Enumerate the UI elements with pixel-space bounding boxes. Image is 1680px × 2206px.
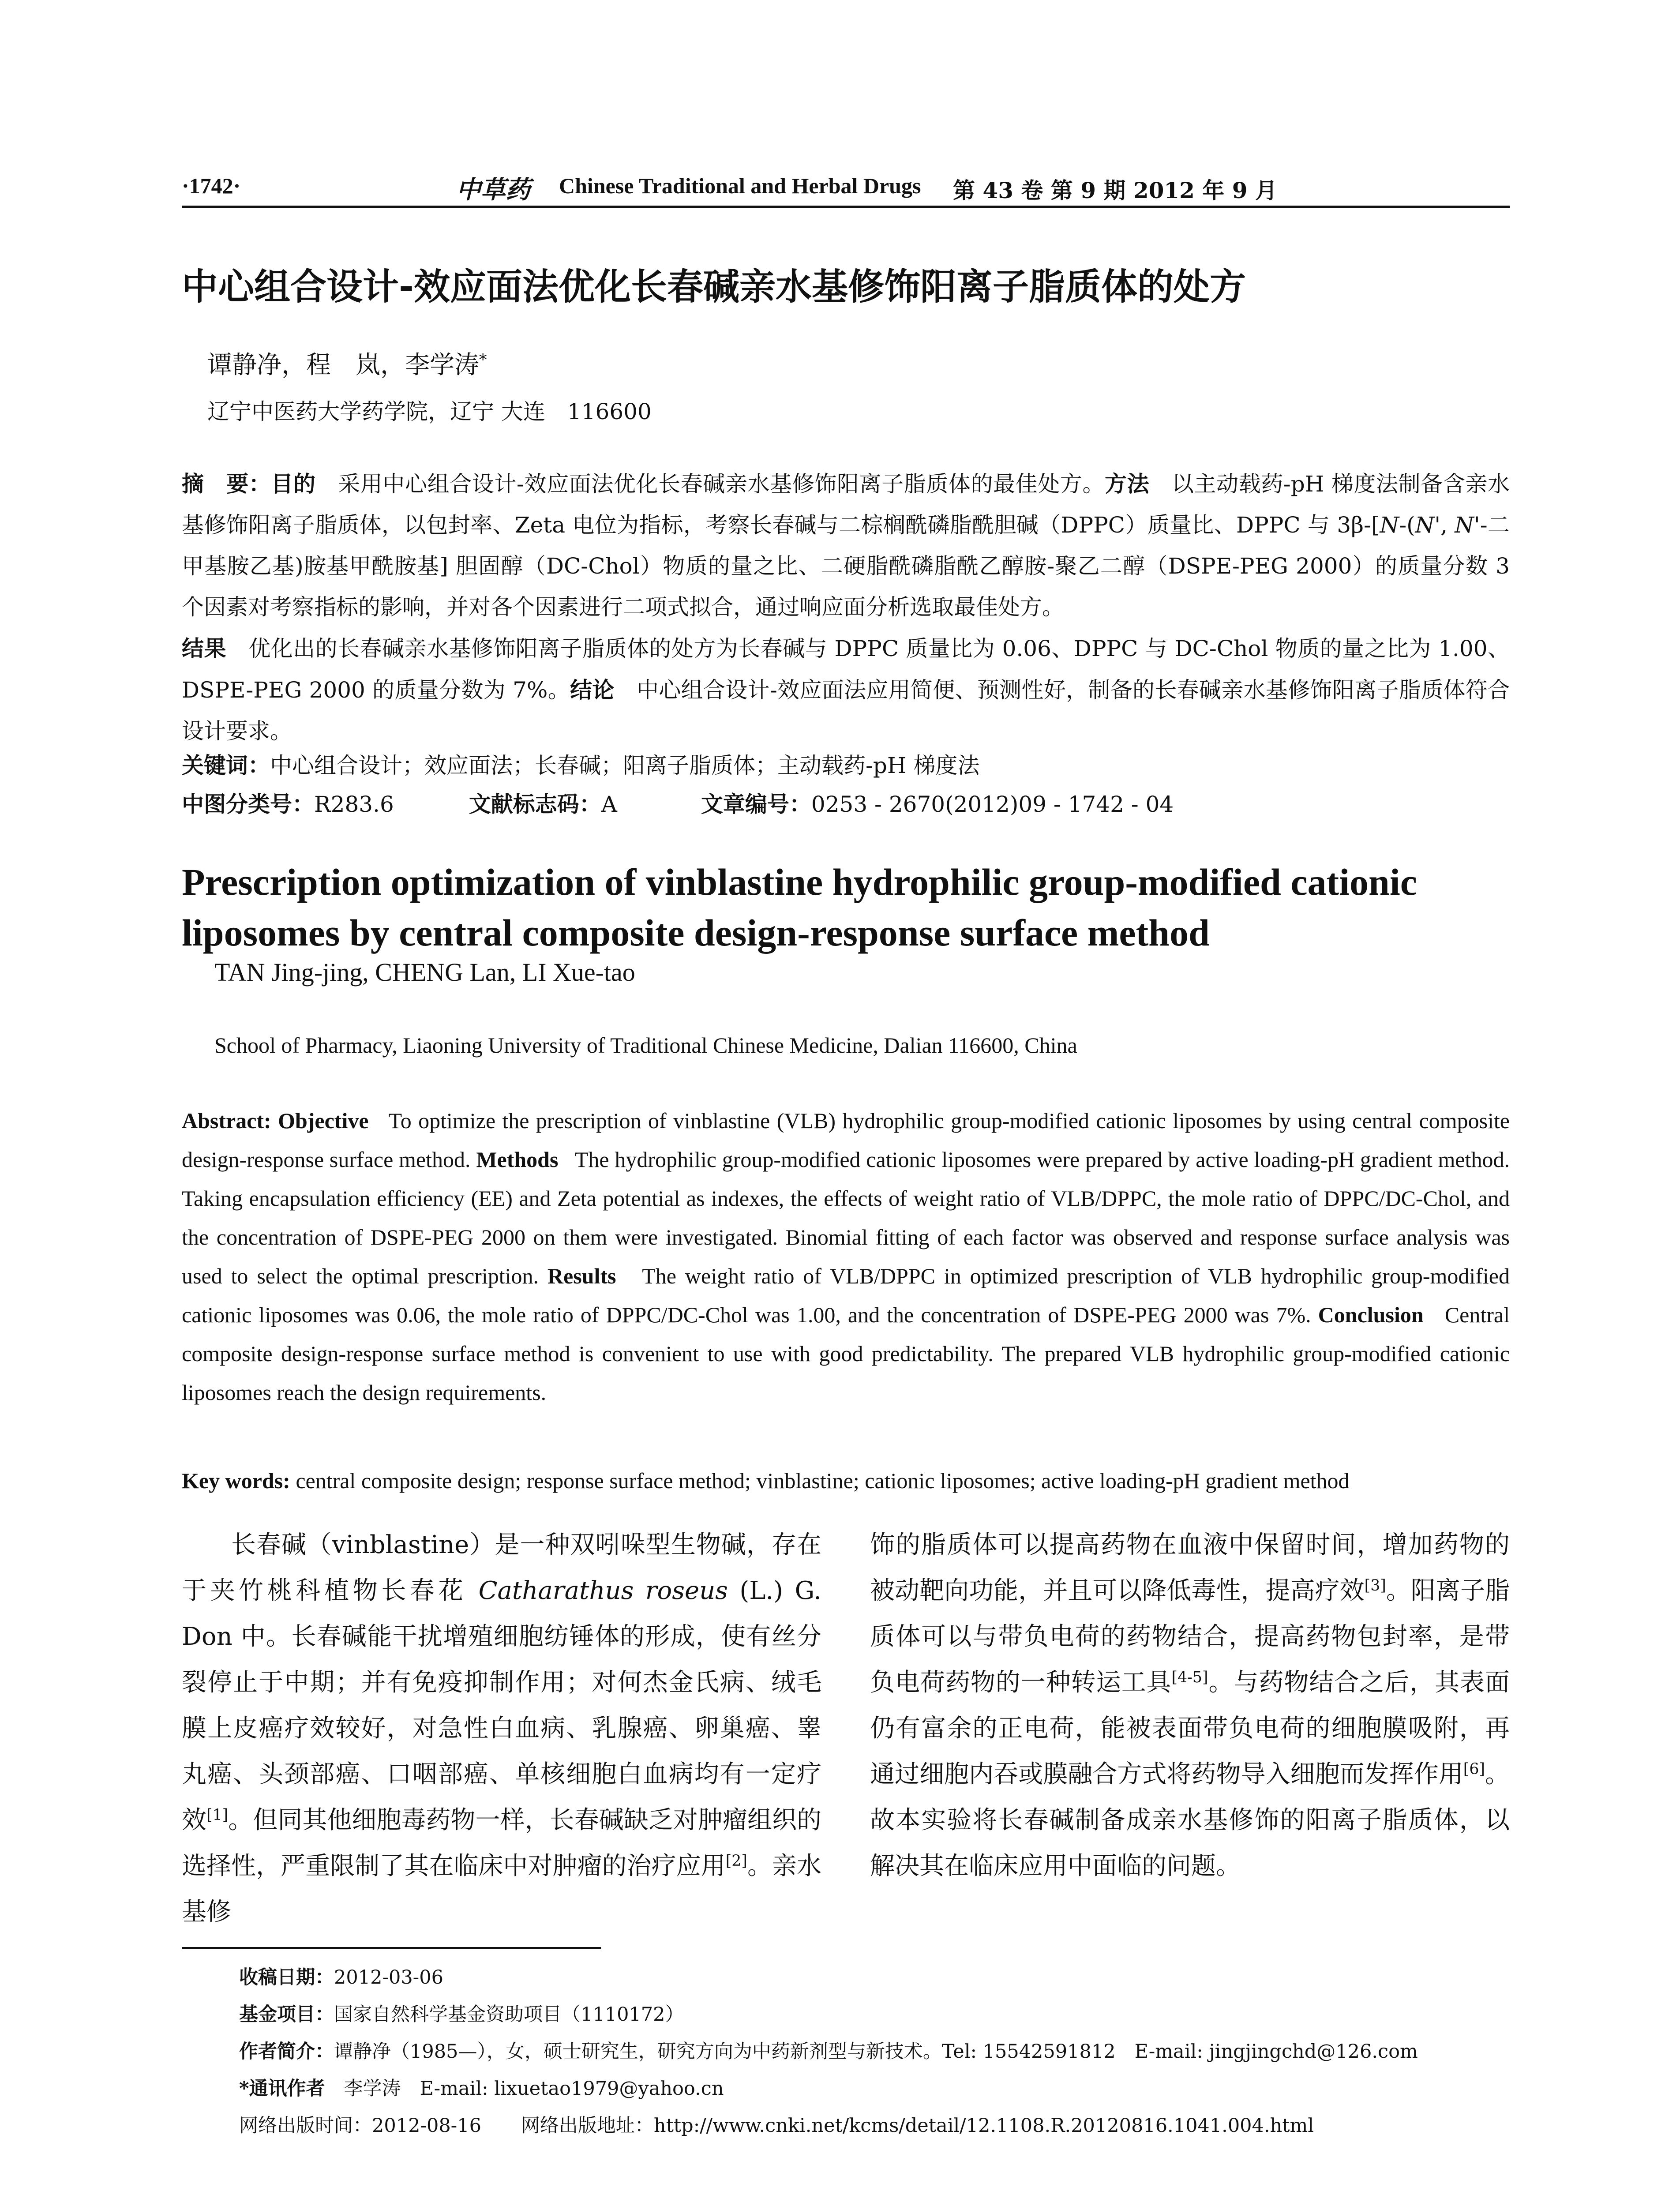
methods-cn-text-3: , [1440, 512, 1455, 538]
online-time: 2012-08-16 [372, 2115, 481, 2137]
article-number-value: 0253 - 2670(2012)09 - 1742 - 04 [811, 792, 1174, 817]
article-number-label: 文章编号： [701, 791, 811, 817]
affiliation-cn: 辽宁中医药大学药学院，辽宁 大连 116600 [207, 399, 652, 424]
conclusion-cn-label: 结论 [570, 677, 615, 703]
methods-en-label: Methods [476, 1147, 559, 1172]
abstract-en [182, 1101, 1510, 1412]
author-bio-label: 作者简介： [239, 2041, 334, 2063]
journal-name-en: Chinese Traditional and Herbal Drugs [559, 173, 921, 198]
corresponding-mark: * [479, 351, 487, 369]
footnote-received [239, 1962, 443, 1989]
doc-code-label: 文献标志码： [469, 791, 601, 817]
body-right-text-2: 。阳离子脂质体可以与带负电荷的药物结合，提高药物包封率，是带负电荷药物的一种转运工具 [870, 1576, 1510, 1697]
body-left-text-1: 长春碱（vinblastine）是一种双吲哚型生物碱，存在于夹竹桃科植物长春花 [182, 1531, 821, 1605]
authors-cn [207, 345, 487, 381]
results-en-label: Results [547, 1264, 616, 1288]
conclusion-cn: 中心组合设计-效应面法应用简便、预测性好，制备的长春碱亲水基修饰阳离子脂质体符合设计要求。 [182, 677, 1510, 744]
methods-cn-italic-1: N [1380, 512, 1399, 538]
keywords-cn [182, 745, 979, 786]
methods-cn-text-4: -二甲基胺乙基)胺基甲酰胺基] 胆固醇（DC-Chol）物质的量之比、二硬脂酰磷脂酰乙醇胺-聚乙二醇（DSPE-PEG 2000）的质量分数 3 个因素对考察指标的影响，并对各个因素进行二项式拟合，通过响应面分析选取最佳处方。 [182, 512, 1510, 620]
footnote-author [239, 2037, 1418, 2063]
affiliation-en: School of Pharmacy, Liaoning University of Traditional Chinese Medicine, Dalian 116600, China [214, 1033, 1077, 1058]
abstract-en-label: Abstract: [182, 1108, 271, 1133]
body-left-text-2: (L.) G. Don 中。长春碱能干扰增殖细胞纺锤体的形成，使有丝分裂停止于中期；并有免疫抑制作用；对何杰金氏病、绒毛膜上皮癌疗效较好，对急性白血病、乳腺癌、卵巢癌、睾丸癌、头颈部癌、口咽部癌、单核细胞白血病均有一定疗效 [182, 1576, 821, 1835]
footnote-rule [182, 1947, 601, 1949]
conclusion-en-label: Conclusion [1318, 1302, 1424, 1327]
methods-cn-text-2: -( [1399, 512, 1415, 538]
title-cn: 中心组合设计-效应面法优化长春碱亲水基修饰阳离子脂质体的处方 [182, 266, 1246, 308]
footnote-corresponding [239, 2074, 724, 2101]
body-right-text-3: 。与药物结合之后，其表面仍有富余的正电荷，能被表面带负电荷的细胞膜吸附，再通过细胞内吞或膜融合方式将药物导入细胞而发挥作用 [870, 1668, 1510, 1789]
results-cn-label: 结果 [182, 635, 226, 661]
received-label: 收稿日期： [239, 1966, 334, 1988]
body-right-text-1: 饰的脂质体可以提高药物在血液中保留时间，增加药物的被动靶向功能，并且可以降低毒性，提高疗效 [870, 1531, 1510, 1605]
citation-4-5[interactable]: [4-5] [1171, 1668, 1208, 1686]
citation-1[interactable]: [1] [206, 1806, 229, 1824]
objective-cn-label: 目的 [271, 471, 316, 497]
abstract-cn [182, 463, 1510, 750]
objective-en-label: Objective [278, 1108, 369, 1133]
online-time-label: 网络出版时间： [239, 2115, 372, 2137]
keywords-cn-label: 关键词： [182, 752, 270, 778]
body-right-text-4: 。故本实验将长春碱制备成亲水基修饰的阳离子脂质体，以解决其在临床应用中面临的问题。 [870, 1760, 1510, 1880]
body-left-text-4: 。亲水基修 [182, 1852, 822, 1926]
methods-cn-italic-2: N' [1415, 512, 1441, 538]
results-cn: 优化出的长春碱亲水基修饰阳离子脂质体的处方为长春碱与 DPPC 质量比为 0.06、DPPC 与 DC-Chol 物质的量之比为 1.00、DSPE-PEG 2000 的质量分数为 7%。 [182, 636, 1510, 703]
citation-6[interactable]: [6] [1463, 1760, 1485, 1778]
citation-3[interactable]: [3] [1364, 1576, 1386, 1594]
fund-label: 基金项目： [239, 2003, 334, 2026]
citation-2[interactable]: [2] [725, 1852, 747, 1870]
objective-cn: 采用中心组合设计-效应面法优化长春碱亲水基修饰阳离子脂质体的最佳处方。 [338, 471, 1105, 497]
methods-cn-label: 方法 [1105, 471, 1150, 497]
clc-value: R283.6 [314, 792, 394, 817]
page-number: ·1742· [182, 173, 241, 198]
species-name: Catharathus roseus [478, 1576, 728, 1605]
body-column-right [870, 1522, 1510, 1889]
fund-text: 国家自然科学基金资助项目（1110172） [334, 2003, 684, 2026]
keywords-en-label: Key words: [182, 1468, 290, 1493]
authors-cn-names: 谭静净，程 岚，李学涛 [207, 351, 479, 379]
online-url[interactable]: http://www.cnki.net/kcms/detail/12.1108.R.20120816.1041.004.html [653, 2115, 1314, 2137]
corresponding-label: *通讯作者 [239, 2078, 325, 2100]
results-en: The weight ratio of VLB/DPPC in optimized prescription of VLB hydrophilic group-modified cationic liposomes was 0.06, the mole ratio of DPPC/DC-Chol was 1.00, and the concentration of DSPE-PEG 2000 was 7%. [182, 1264, 1510, 1327]
methods-en: The hydrophilic group-modified cationic liposomes were prepared by active loading-pH gradient method. Taking encapsulation efficiency (EE) and Zeta potential as indexes, the effects of weight ratio of VLB/DPPC, the mole ratio of DPPC/DC-Chol, and the concentration of DSPE-PEG 2000 on them were investigated. Binomial fitting of each factor was observed and response surface analysis was used to select the optimal prescription. [182, 1147, 1510, 1288]
footnote-fund [239, 2000, 684, 2026]
author-bio-text: 谭静净（1985—），女，硕士研究生，研究方向为中药新剂型与新技术。Tel: 15542591812 E-mail: jingjingchd@126.com [334, 2041, 1418, 2063]
authors-en: TAN Jing-jing, CHENG Lan, LI Xue-tao [214, 958, 635, 987]
classification-line [182, 784, 1174, 825]
online-url-label: 网络出版地址： [521, 2115, 654, 2137]
issue-info: 第 43 卷 第 9 期 2012 年 9 月 [953, 177, 1277, 203]
keywords-cn-text: 中心组合设计；效应面法；长春碱；阳离子脂质体；主动载药-pH 梯度法 [270, 753, 980, 778]
conclusion-en: Central composite design-response surface method is convenient to use with good predictability. The prepared VLB hydrophilic group-modified cationic liposomes reach the design requirements. [182, 1302, 1510, 1405]
body-column-left [182, 1522, 821, 1935]
keywords-en-text: central composite design; response surface method; vinblastine; cationic liposomes; active loading-pH gradient method [296, 1468, 1350, 1493]
header-rule [182, 206, 1510, 208]
abstract-cn-label: 摘 要： [182, 471, 271, 497]
methods-cn-text-1: 以主动载药-pH 梯度法制备含亲水基修饰阳离子脂质体，以包封率、Zeta 电位为指标，考察长春碱与二棕榈酰磷脂酰胆碱（DPPC）质量比、DPPC 与 3β-[ [182, 471, 1510, 538]
doc-code-value: A [601, 792, 617, 817]
clc-label: 中图分类号： [182, 791, 314, 817]
footnote-online [239, 2111, 1314, 2138]
keywords-en [182, 1460, 1350, 1501]
methods-cn-italic-3: N' [1455, 512, 1480, 538]
corresponding-text: 李学涛 E-mail: lixuetao1979@yahoo.cn [344, 2078, 724, 2100]
received-date: 2012-03-06 [334, 1966, 443, 1988]
body-left-text-3: 。但同其他细胞毒药物一样，长春碱缺乏对肿瘤组织的选择性，严重限制了其在临床中对肿瘤的治疗应用 [182, 1806, 822, 1880]
title-en: Prescription optimization of vinblastine hydrophilic group-modified cationic liposomes by central composite design-response surface method [182, 861, 1417, 954]
objective-en: To optimize the prescription of vinblastine (VLB) hydrophilic group-modified cationic liposomes by using central composite design-response surface method. [182, 1108, 1510, 1172]
journal-name-cn: 中草药 [456, 175, 530, 204]
